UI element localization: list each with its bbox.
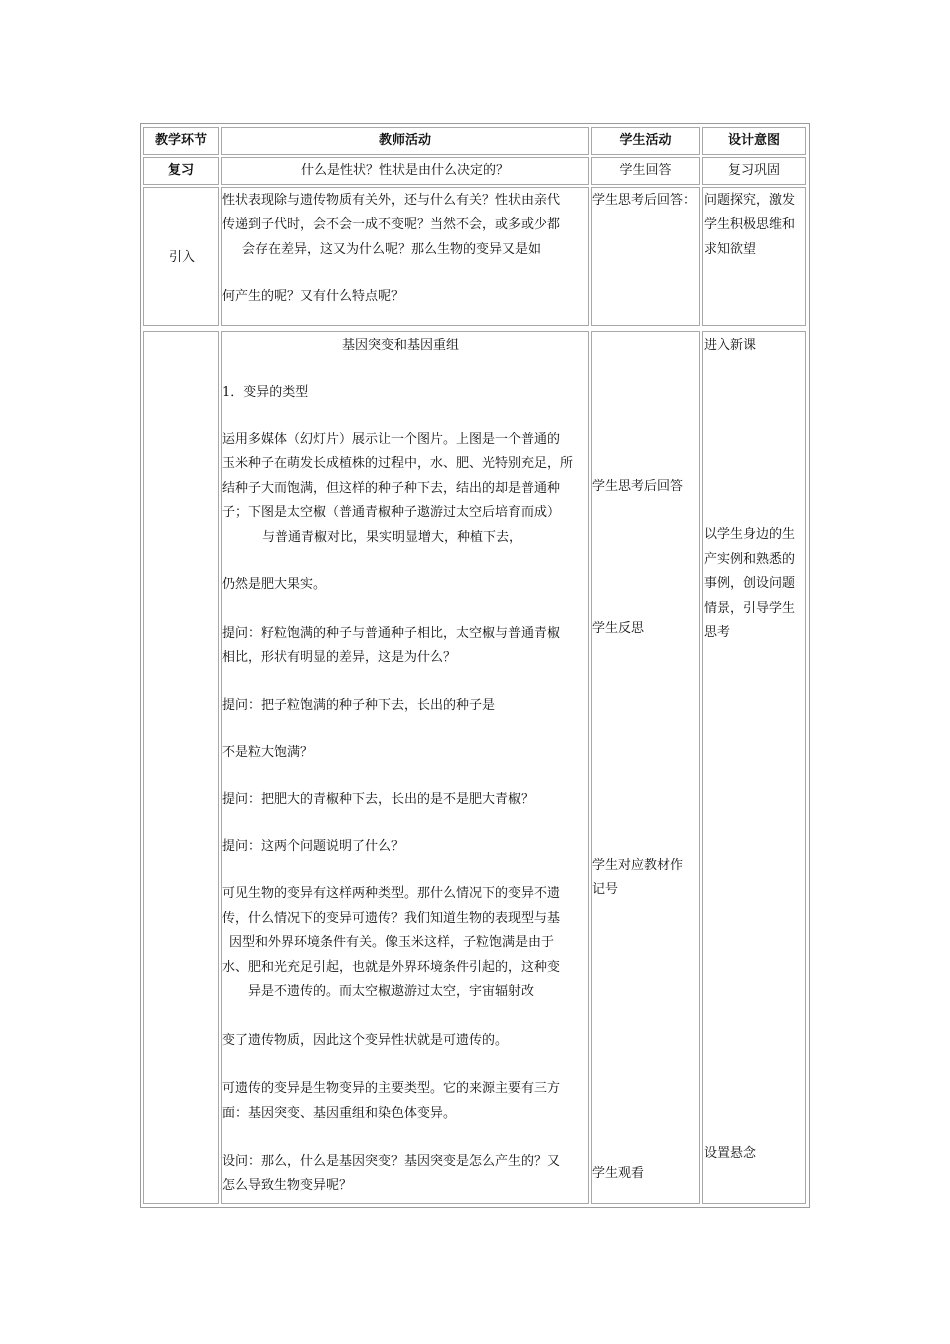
main-teacher-line: 提问：这两个问题说明了什么？ <box>222 839 405 854</box>
review-intent: 复习巩固 <box>702 157 806 185</box>
header-student-activity: 学生活动 <box>591 127 700 155</box>
main-stage-cell <box>143 331 219 1204</box>
intro-teacher-line: 会存在差异，这又为什么呢？那么生物的变异又是如 <box>242 242 542 257</box>
intro-teacher-line: 何产生的呢？又有什么特点呢？ <box>222 289 405 304</box>
header-stage: 教学环节 <box>143 127 219 155</box>
main-student-item: 学生对应教材作 <box>592 858 684 873</box>
header-design-intent: 设计意图 <box>702 127 806 155</box>
main-teacher-line: 怎么导致生物变异呢？ <box>222 1178 353 1193</box>
main-teacher-cell <box>221 331 589 1204</box>
main-teacher-line: 提问：籽粒饱满的种子与普通种子相比，太空椒与普通青椒 <box>222 626 561 641</box>
main-teacher-line: 基因突变和基因重组 <box>342 338 460 353</box>
main-intent-item: 事例，创设问题 <box>704 576 796 591</box>
main-teacher-line: 水、肥和光充足引起，也就是外界环境条件引起的，这种变 <box>222 960 561 975</box>
main-student-cell <box>591 331 700 1204</box>
main-teacher-line: 不是粒大饱满？ <box>222 745 314 760</box>
main-teacher-line: 设问：那么，什么是基因突变？基因突变是怎么产生的？又 <box>222 1154 561 1169</box>
main-teacher-line: 面：基因突变、基因重组和染色体变异。 <box>222 1106 457 1121</box>
main-teacher-line: 玉米种子在萌发长成植株的过程中，水、肥、光特别充足，所 <box>222 456 574 471</box>
main-teacher-line: 1．变异的类型 <box>222 385 309 400</box>
intro-stage-cell <box>143 187 219 326</box>
main-intent-item: 情景，引导学生 <box>704 601 796 616</box>
main-teacher-line: 结种子大而饱满，但这样的种子种下去，结出的却是普通种 <box>222 481 561 496</box>
main-student-item: 记号 <box>592 882 619 897</box>
main-teacher-line: 与普通青椒对比，果实明显增大，种植下去， <box>262 530 523 545</box>
main-teacher-line: 传，什么情况下的变异可遗传？我们知道生物的表现型与基 <box>222 911 561 926</box>
intro-teacher-cell <box>221 187 589 326</box>
main-teacher-line: 仍然是肥大果实。 <box>222 577 327 592</box>
intro-student: 学生思考后回答： <box>592 193 697 208</box>
main-intent-item: 进入新课 <box>704 338 757 353</box>
main-teacher-line: 提问：把子粒饱满的种子种下去，长出的种子是 <box>222 698 496 713</box>
intro-teacher-line: 性状表现除与遗传物质有关外，还与什么有关？性状由亲代 <box>222 193 561 208</box>
intro-teacher-line: 传递到子代时，会不会一成不变呢？当然不会，或多或少都 <box>222 217 561 232</box>
main-teacher-line: 变了遗传物质，因此这个变异性状就是可遗传的。 <box>222 1033 509 1048</box>
main-teacher-line: 相比，形状有明显的差异，这是为什么？ <box>222 650 457 665</box>
main-teacher-line: 异是不遗传的。而太空椒遨游过太空，宇宙辐射改 <box>248 984 535 999</box>
main-teacher-line: 可遗传的变异是生物变异的主要类型。它的来源主要有三方 <box>222 1081 561 1096</box>
main-student-item: 学生反思 <box>592 621 645 636</box>
header-teacher-activity: 教师活动 <box>221 127 589 155</box>
main-teacher-line: 子；下图是太空椒（普通青椒种子遨游过太空后培育而成） <box>222 505 561 520</box>
main-teacher-line: 因型和外界环境条件有关。像玉米这样，子粒饱满是由于 <box>229 935 555 950</box>
intro-stage: 引入 <box>169 250 196 265</box>
review-student: 学生回答 <box>591 157 700 185</box>
main-intent-item: 以学生身边的生 <box>704 527 796 542</box>
intro-intent-line: 求知欲望 <box>704 242 757 257</box>
main-student-item: 学生思考后回答 <box>592 479 684 494</box>
intro-student-cell <box>591 187 700 326</box>
main-teacher-line: 提问：把肥大的青椒种下去，长出的是不是肥大青椒？ <box>222 792 535 807</box>
intro-intent-line: 问题探究，激发 <box>704 193 796 208</box>
main-intent-item: 设置悬念 <box>704 1146 757 1161</box>
main-teacher-line: 运用多媒体（幻灯片）展示让一个图片。上图是一个普通的 <box>222 432 561 447</box>
intro-intent-cell <box>702 187 806 326</box>
review-stage: 复习 <box>143 157 219 185</box>
main-intent-item: 产实例和熟悉的 <box>704 552 796 567</box>
main-teacher-line: 可见生物的变异有这样两种类型。那什么情况下的变异不遗 <box>222 886 561 901</box>
main-intent-cell <box>702 331 806 1204</box>
main-student-item: 学生观看 <box>592 1166 645 1181</box>
main-intent-item: 思考 <box>704 625 731 640</box>
review-teacher: 什么是性状？性状是由什么决定的？ <box>221 157 589 185</box>
intro-intent-line: 学生积极思维和 <box>704 217 796 232</box>
